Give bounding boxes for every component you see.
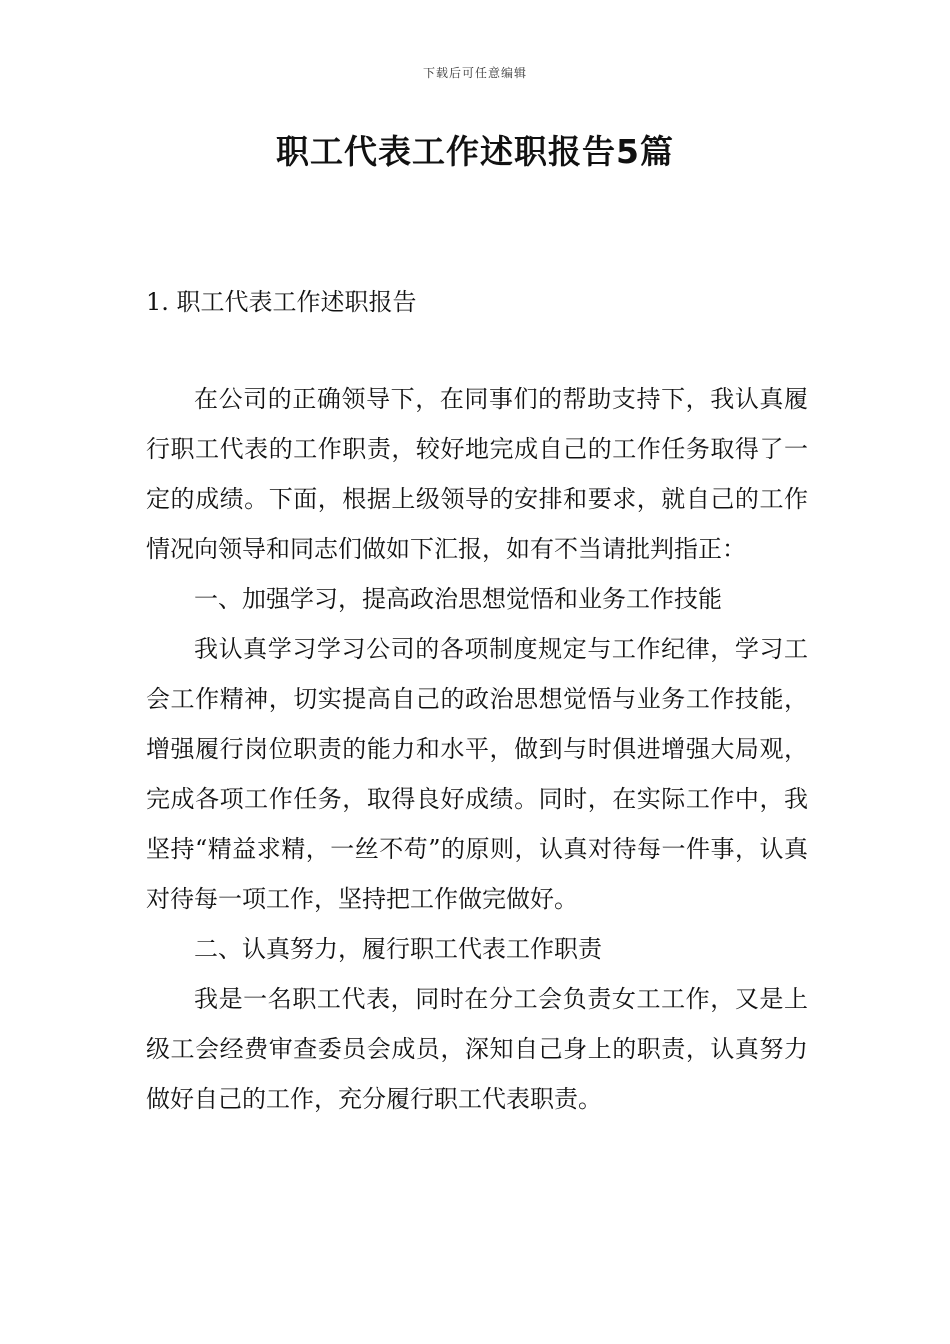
document-body <box>146 374 808 1124</box>
paragraph-heading-one: 一、加强学习，提高政治思想觉悟和业务工作技能 <box>194 585 722 613</box>
paragraph-intro: 在公司的正确领导下，在同事们的帮助支持下，我认真履行职工代表的工作职责，较好地完成自己的工作任务取得了一定的成绩。下面，根据上级领导的安排和要求，就自己的工作情况向领导和同志们做如下汇报，如有不当请批判指正： <box>146 385 808 563</box>
paragraph-duties: 我是一名职工代表，同时在分工会负责女工工作，又是上级工会经费审查委员会成员，深知自己身上的职责，认真努力做好自己的工作，充分履行职工代表职责。 <box>146 985 808 1113</box>
section-heading: 1. 职工代表工作述职报告 <box>146 288 417 316</box>
paragraph-study: 我认真学习学习公司的各项制度规定与工作纪律，学习工会工作精神，切实提高自己的政治思想觉悟与业务工作技能，增强履行岗位职责的能力和水平，做到与时俱进增强大局观，完成各项工作任务，取得良好成绩。同时，在实际工作中，我坚持“精益求精，一丝不苟”的原则，认真对待每一件事，认真对待每一项工作，坚持把工作做完做好。 <box>146 635 808 913</box>
paragraph-heading-two: 二、认真努力，履行职工代表工作职责 <box>194 935 602 963</box>
document-title: 职工代表工作述职报告5篇 <box>276 132 674 171</box>
page-header-note: 下载后可任意编辑 <box>422 66 527 80</box>
